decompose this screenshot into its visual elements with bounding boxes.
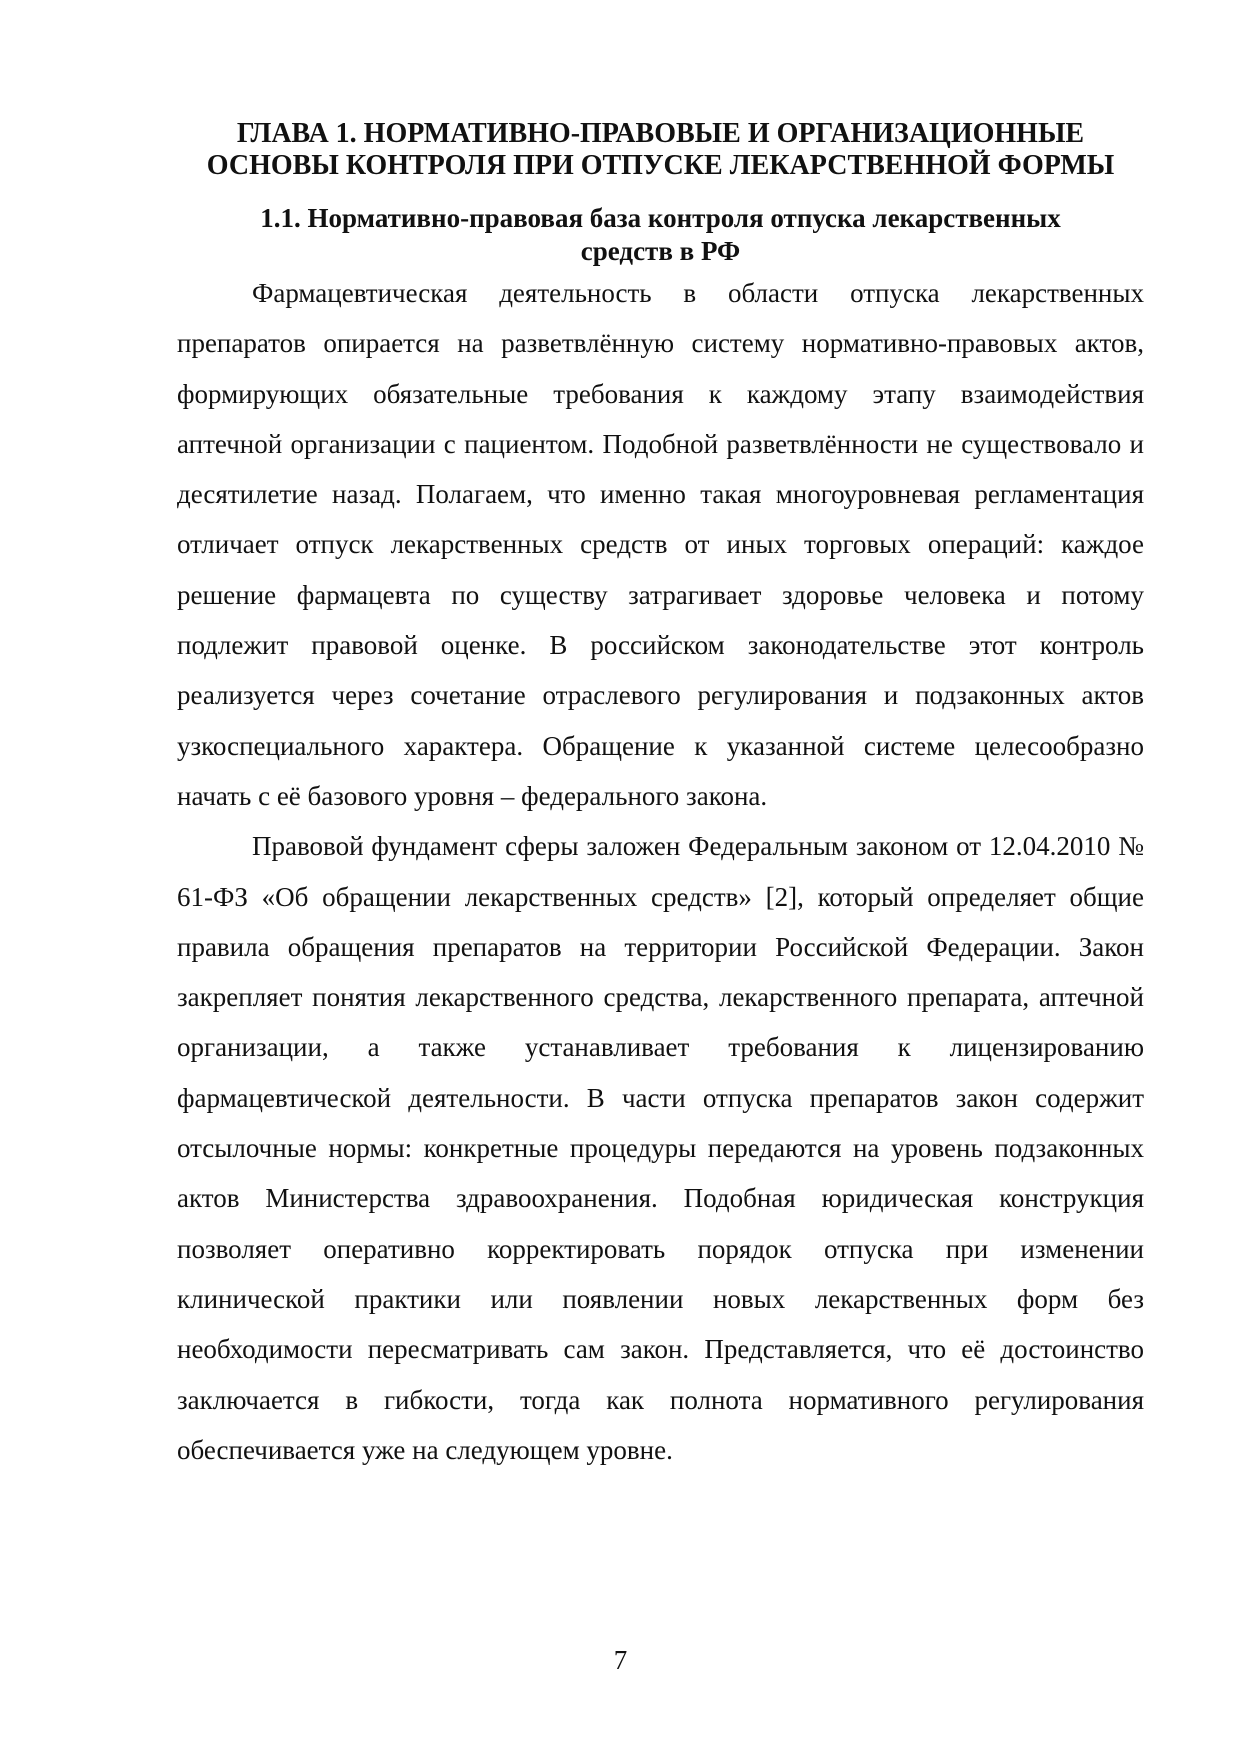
chapter-title bbox=[177, 118, 1144, 182]
page-number: 7 bbox=[613, 1645, 628, 1675]
section-title-line-1: 1.1. Нормативно-правовая база контроля отпуска лекарственных bbox=[260, 203, 1061, 233]
section-title bbox=[177, 202, 1144, 268]
body-paragraph-2: Правовой фундамент сферы заложен Федеральным законом от 12.04.2010 № 61-ФЗ «Об обращении лекарственных средств» [2], который определяет общие правила обращения препаратов на территории Российской Федерации. Закон закрепляет понятия лекарственного средства, лекарственного препарата, аптечной организации, а также устанавливает требования к лицензированию фармацевтической деятельности. В части отпуска препаратов закон содержит отсылочные нормы: конкретные процедуры передаются на уровень подзаконных актов Министерства здравоохранения. Подобная юридическая конструкция позволяет оперативно корректировать порядок отпуска при изменении клинической практики или появлении новых лекарственных форм без необходимости пересматривать сам закон. Представляется, что её достоинство заключается в гибкости, тогда как полнота нормативного регулирования обеспечивается уже на следующем уровне. bbox=[177, 831, 1144, 1465]
section-title-line-2: средств в РФ bbox=[580, 236, 741, 266]
page-content bbox=[177, 118, 1144, 1475]
body-paragraph-1: Фармацевтическая деятельность в области отпуска лекарственных препаратов опирается на разветвлённую систему нормативно-правовых актов, формирующих обязательные требования к каждому этапу взаимодействия аптечной организации с пациентом. Подобной разветвлённости не существовало и десятилетие назад. Полагаем, что именно такая многоуровневая регламентация отличает отпуск лекарственных средств от иных торговых операций: каждое решение фармацевта по существу затрагивает здоровье человека и потому подлежит правовой оценке. В российском законодательстве этот контроль реализуется через сочетание отраслевого регулирования и подзаконных актов узкоспециального характера. Обращение к указанной системе целесообразно начать с её базового уровня – федерального закона. bbox=[177, 278, 1144, 811]
chapter-title-line-1: ГЛАВА 1. НОРМАТИВНО-ПРАВОВЫЕ И ОРГАНИЗАЦИОННЫЕ bbox=[236, 118, 1085, 149]
chapter-title-line-2: ОСНОВЫ КОНТРОЛЯ ПРИ ОТПУСКЕ ЛЕКАРСТВЕННОЙ ФОРМЫ bbox=[206, 150, 1115, 181]
